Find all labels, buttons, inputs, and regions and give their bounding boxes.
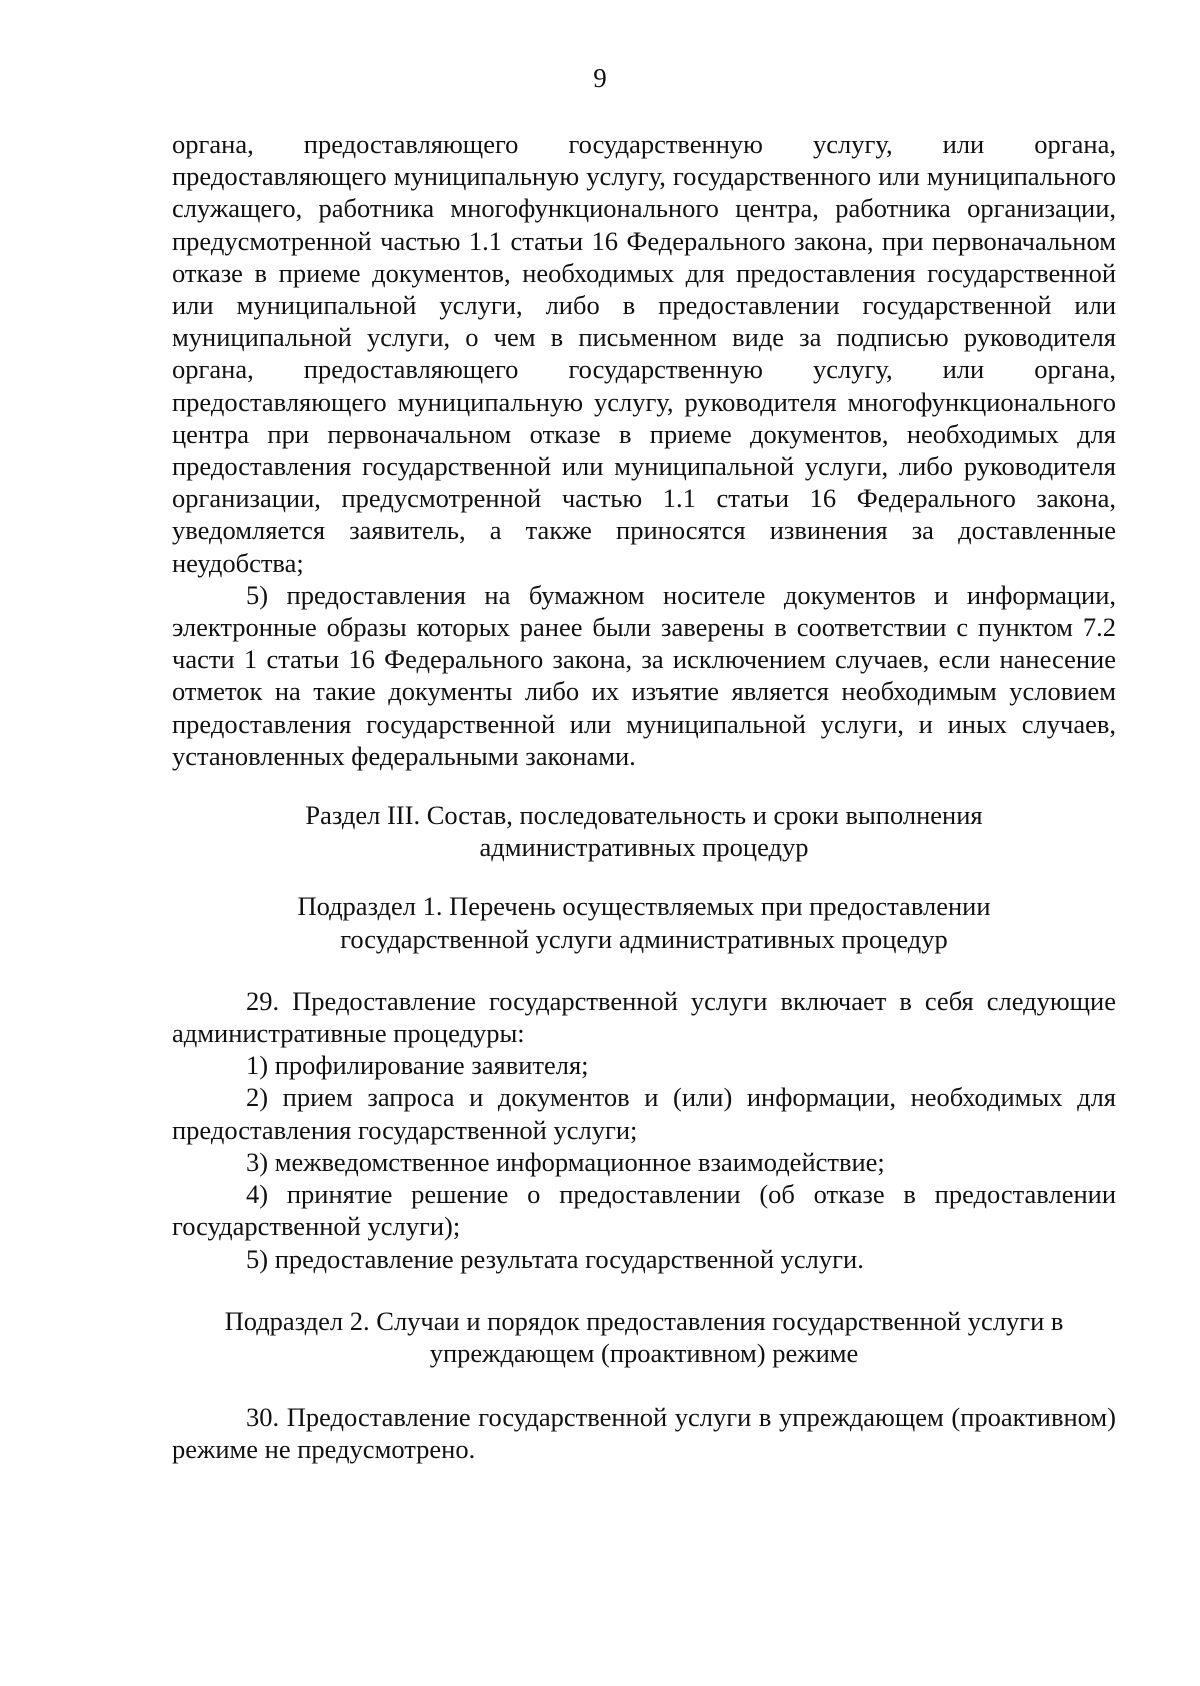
subsection-1-heading-line-1: Подраздел 1. Перечень осуществляемых при предоставлении bbox=[297, 891, 991, 922]
clause-29-item-2: 2) прием запроса и документов и (или) информации, необходимых для предоставления государственной услуги; bbox=[172, 1082, 1116, 1145]
clause-29-intro: 29. Предоставление государственной услуги включает в себя следующие административные процедуры: bbox=[172, 985, 1116, 1049]
continuation-paragraph: органа, предоставляющего государственную услугу, или органа, предоставляющего муниципальную услугу, государственного или муниципального служащего, работника многофункционального центра, работника организации, предусмотренной частью 1.1 статьи 16 Федерального закона, при первоначальном отказе в приеме документов, необходимых для предоставления государственной или муниципальной услуги, либо в предоставлении государственной или муниципальной услуги, о чем в письменном виде за подписью руководителя органа, предоставляющего государственную услугу, или органа, предоставляющего муниципальную услугу, руководителя многофункционального центра при первоначальном отказе в приеме документов, необходимых для предоставления государственной или муниципальной услуги, либо руководителя организации, предусмотренной частью 1.1 статьи 16 Федерального закона, уведомляется заявитель, а также приносятся извинения за доставленные неудобства; bbox=[172, 129, 1116, 578]
item-5-paragraph: 5) предоставления на бумажном носителе документов и информации, электронные образы которых ранее были заверены в соответствии с пунктом 7.2 части 1 статьи 16 Федерального закона, за исключением случаев, если нанесение отметок на такие документы либо их изъятие является необходимым условием предоставления государственной или муниципальной услуги, и иных случаев, установленных федеральными законами. bbox=[172, 579, 1116, 771]
section-3-heading-line-2: административных процедур bbox=[479, 832, 809, 863]
clause-30-paragraph: 30. Предоставление государственной услуги в упреждающем (проактивном) режиме не предусмотрено. bbox=[172, 1402, 1116, 1465]
clause-29-item-5: 5) предоставление результата государственной услуги. bbox=[246, 1243, 864, 1274]
page-number: 9 bbox=[593, 63, 607, 93]
section-3-heading-line-1: Раздел III. Состав, последовательность и сроки выполнения bbox=[305, 800, 983, 831]
subsection-2-heading-line-2: упреждающем (проактивном) режиме bbox=[429, 1337, 859, 1368]
subsection-1-heading bbox=[172, 890, 1116, 954]
subsection-2-heading-line-1: Подраздел 2. Случаи и порядок предоставления государственной услуги в bbox=[224, 1305, 1064, 1336]
clause-29-item-4: 4) принятие решение о предоставлении (об отказе в предоставлении государственной услуги); bbox=[172, 1179, 1116, 1242]
subsection-2-heading bbox=[172, 1305, 1116, 1369]
subsection-1-heading-line-2: государственной услуги административных процедур bbox=[340, 923, 948, 954]
document-body bbox=[172, 128, 1116, 1466]
clause-29-item-1: 1) профилирование заявителя; bbox=[246, 1050, 589, 1081]
clause-29-item-3: 3) межведомственное информационное взаимодействие; bbox=[246, 1146, 885, 1177]
section-3-heading bbox=[172, 799, 1116, 863]
